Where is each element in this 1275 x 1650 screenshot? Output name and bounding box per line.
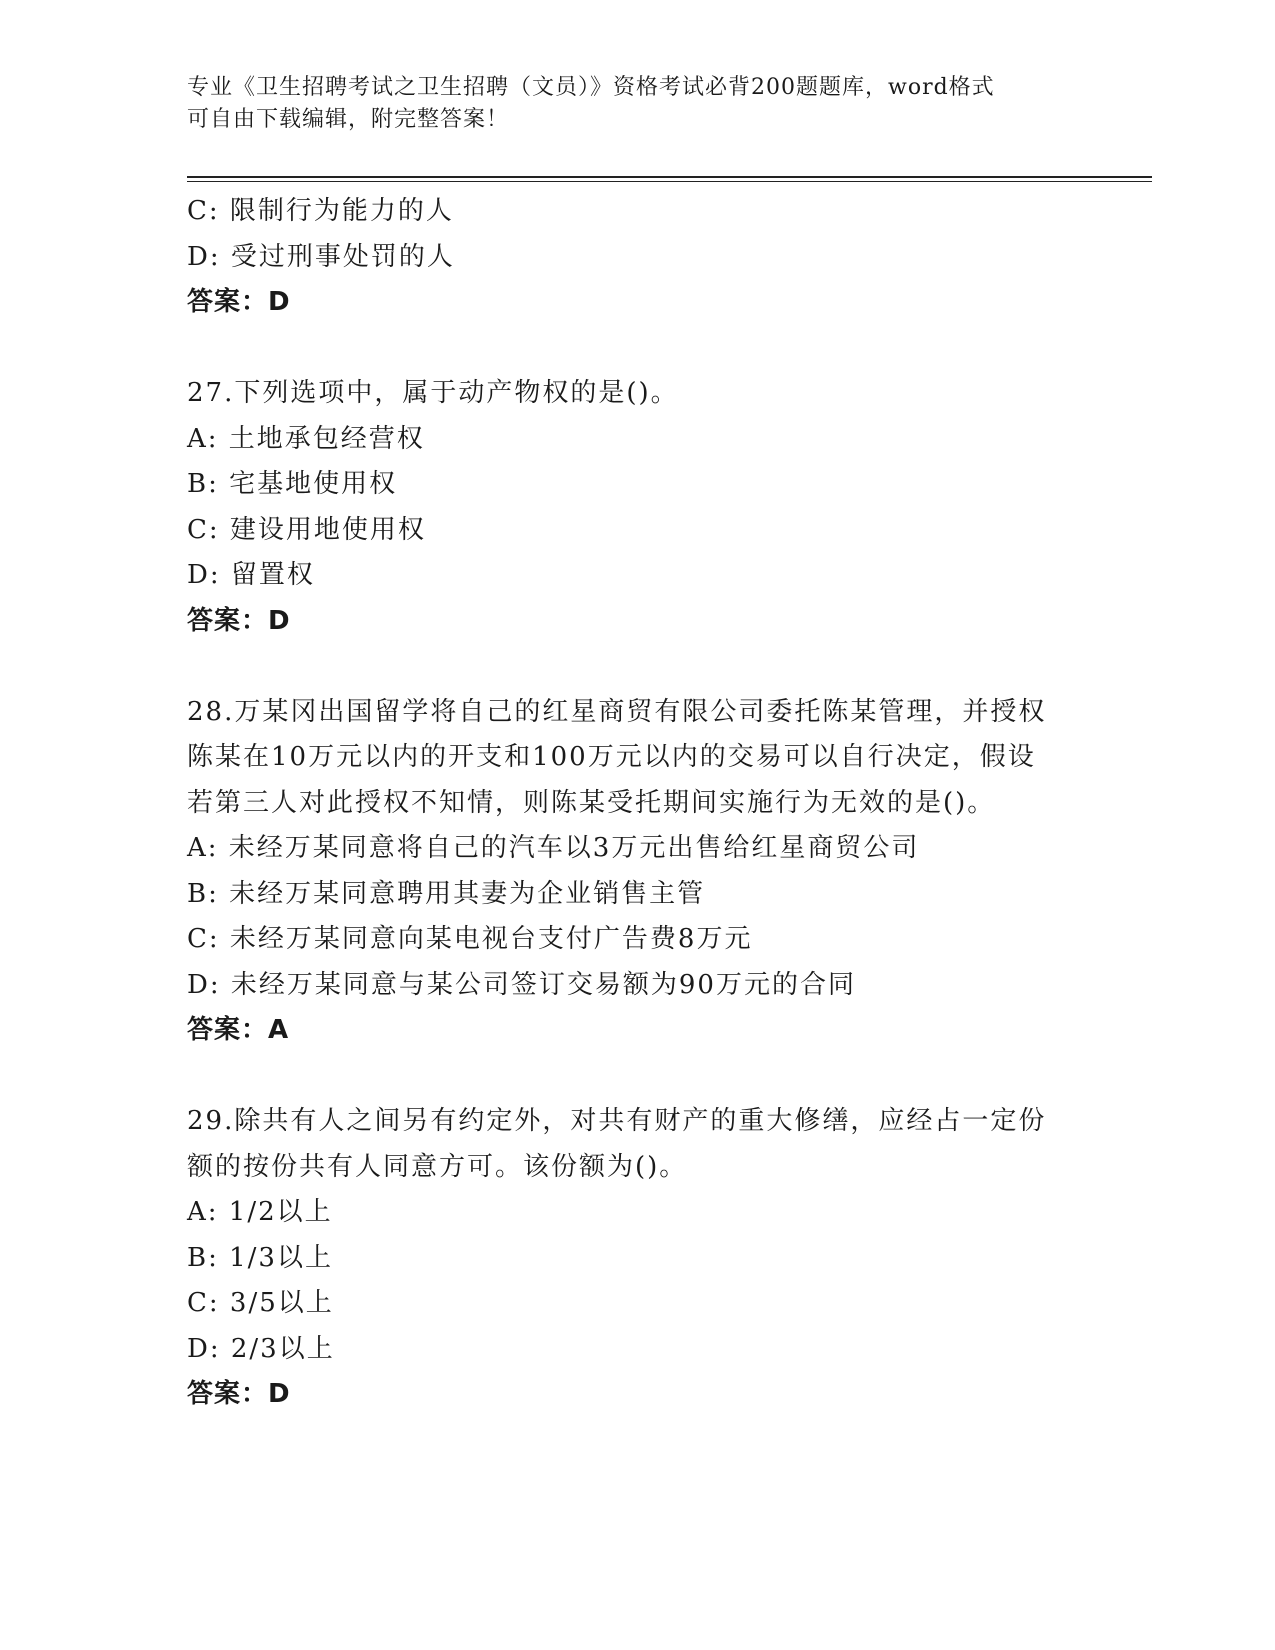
option-c: C: 3/5以上 bbox=[187, 1288, 334, 1318]
answer-line: 答案：D bbox=[187, 605, 291, 636]
question-separator bbox=[187, 644, 1087, 690]
header-line-1: 专业《卫生招聘考试之卫生招聘（文员）》资格考试必背200题题库，word格式 bbox=[187, 75, 995, 100]
question-stem: 27.下列选项中，属于动产物权的是()。 bbox=[187, 378, 679, 408]
option-c: C: 建设用地使用权 bbox=[187, 514, 426, 545]
header-line-2: 可自由下载编辑，附完整答案！ bbox=[187, 107, 510, 132]
question-stem: 28.万某冈出国留学将自己的红星商贸有限公司委托陈某管理，并授权 bbox=[187, 696, 1047, 727]
question-partial bbox=[187, 189, 1087, 326]
question-separator bbox=[187, 326, 1087, 372]
question-separator bbox=[187, 1054, 1087, 1100]
header-divider-thick bbox=[187, 176, 1152, 178]
question-29 bbox=[187, 1099, 1087, 1418]
option-d: D: 留置权 bbox=[187, 560, 315, 590]
option-c: C: 未经万某同意向某电视台支付广告费8万元 bbox=[187, 924, 753, 954]
question-stem: 若第三人对此授权不知情，则陈某受托期间实施行为无效的是()。 bbox=[187, 787, 996, 818]
option-c: C: 限制行为能力的人 bbox=[187, 196, 454, 226]
option-b: B: 宅基地使用权 bbox=[187, 469, 398, 499]
question-stem: 29.除共有人之间另有约定外，对共有财产的重大修缮，应经占一定份 bbox=[187, 1106, 1047, 1136]
option-a: A: 未经万某同意将自己的汽车以3万元出售给红星商贸公司 bbox=[187, 833, 920, 863]
option-d: D: 受过刑事处罚的人 bbox=[187, 241, 455, 272]
answer-line: 答案：A bbox=[187, 1015, 290, 1045]
option-a: A: 1/2以上 bbox=[187, 1197, 333, 1227]
document-header bbox=[187, 72, 1067, 136]
question-list bbox=[187, 189, 1087, 1418]
question-27 bbox=[187, 371, 1087, 644]
option-d: D: 2/3以上 bbox=[187, 1333, 335, 1364]
header-divider-thin bbox=[187, 181, 1152, 182]
question-stem: 额的按份共有人同意方可。该份额为()。 bbox=[187, 1151, 688, 1182]
option-b: B: 1/3以上 bbox=[187, 1242, 333, 1273]
option-a: A: 土地承包经营权 bbox=[187, 423, 425, 454]
answer-line: 答案：D bbox=[187, 1379, 291, 1409]
option-d: D: 未经万某同意与某公司签订交易额为90万元的合同 bbox=[187, 969, 856, 1000]
option-b: B: 未经万某同意聘用其妻为企业销售主管 bbox=[187, 878, 706, 909]
question-28 bbox=[187, 690, 1087, 1054]
question-stem: 陈某在10万元以内的开支和100万元以内的交易可以自行决定，假设 bbox=[187, 742, 1036, 772]
answer-line: 答案：D bbox=[187, 287, 291, 317]
